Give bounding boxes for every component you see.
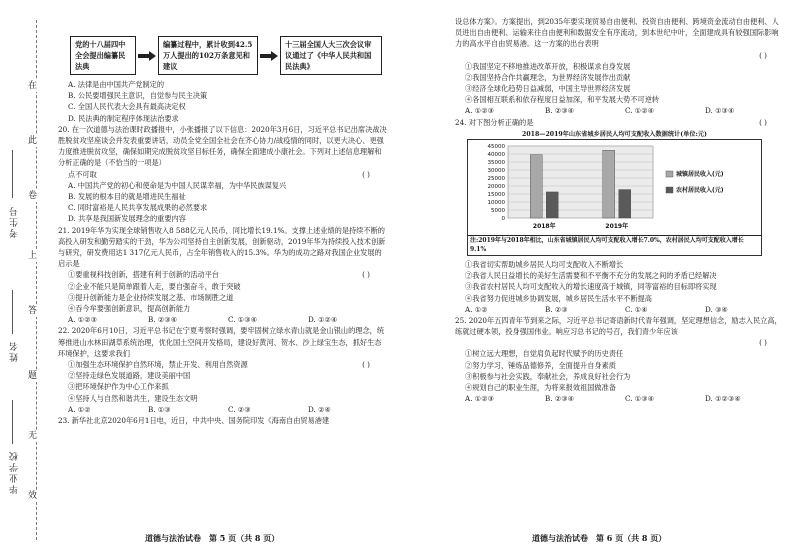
q22-option-a[interactable]: A. ①② [68,404,91,414]
q25-stem: 25. 2020年五四青年节到来之际，习近平总书记寄语新时代青年强调，坚定理想信念，励志入民立高，练就过硬本领，投身强国伟业。响应习总书记的号召，我们青少年应该 [455,316,782,337]
q20-stem-end: 点不可取 [68,169,97,179]
right-column [455,16,785,404]
income-bar-chart [468,140,761,232]
school-label: 毕业学校 [10,450,20,494]
q22-stem: 22. 2020年6月10日，习近平总书记在宁夏考察时强调，要牢固树立绿水青山就是金山银山的理念，统筹推进山水林田湖草系统治理，优化国土空间开发格局，建设好黄河、贺水、沙上绿宝生态，抓好生态环境保护，这要求我们 [58,326,385,358]
q24-options [455,304,785,315]
chart-title: 2018—2019年山东省城乡居民人均可支配收入数据统计(单位:元) [522,130,707,138]
q21-option-a[interactable]: A. ①②③ [68,315,98,325]
q24-option-d[interactable]: D. ③④ [705,304,728,314]
q20-option-a[interactable]: A. 中国共产党的初心和使命是为中国人民谋幸福，为中华民族谋复兴 [68,180,287,190]
margin-char: 效 [28,491,38,501]
candidate-number-label: 考生号 [10,205,20,238]
flow-arrow-icon [136,49,158,63]
q25-option-a[interactable]: A. ①②③ [465,394,495,404]
q21-item-3: ③提升创新能力是企业持续发展之基、市场制胜之道 [68,292,234,302]
q21-item-4: ④吞今牟要强创新意识，提高创新能力 [68,304,191,314]
q25-item-1: ①树立远大理想，自觉肩负起时代赋予的历史责任 [465,349,624,359]
y-tick-label: 35000 [487,159,505,166]
q23-stem-cont: 设总体方案》。方案提出，到2035年要实现贸易自由便利、投资自由便利、跨境资金流动自由便利、人员进出自由便利、运输来往自由便利和数据安全有序流动，到本世纪中叶，全面建成具有较强国际影响力的高水平自由贸易港。这一方案的出台表明 [455,17,779,49]
q24-item-3: ③我省农村居民人均可支配收入的增长速度高于城镇，同等富裕的目标即将实现 [465,282,717,292]
flow-arrow-icon [258,49,280,63]
q21-item-1: ①要重视科技创新，搭建有利于创新的活动平台 [68,270,219,280]
left-page-footer: 道德与法治试卷 第 5 页（共 8 页） [145,533,280,543]
q21-option-c[interactable]: C. ①③④ [228,315,258,325]
q19-option-b[interactable]: B. 公民要增强民主意识，自觉参与民主决策 [68,91,208,101]
margin-char: 卷 [28,191,38,201]
y-tick-label: 30000 [487,167,505,174]
q23-item-1: ①我国坚定不移地推进改革开放，积极谋求自身发展 [465,61,631,71]
name-label: 姓名 [10,340,20,362]
q20-answer-paren[interactable]: ( ) [362,169,370,179]
q25-option-b[interactable]: B. ②③④ [545,394,575,404]
q23-answer-paren[interactable]: ( ) [759,50,767,60]
y-tick-label: 5000 [491,207,505,214]
x-tick-label: 2018年 [532,222,556,230]
q23-stem-start: 23. 新华社北京2020年6月1日电，近日，中共中央、国务院印发《海南自由贸易港建 [58,416,330,426]
q24-option-b[interactable]: B. ②③ [545,304,568,314]
margin-char: 此 [28,136,38,146]
q21-item-2: ②企业不能只是简单跟着人走，要自强奋斗，敢于突破 [68,281,241,291]
income-chart [467,130,762,256]
legend-label: 城镇居民收入(元) [676,170,724,178]
y-tick-label: 45000 [487,143,505,150]
q22-item-1: ①加强生态环境保护自然环境，禁止开发、利用自然资源 [68,360,248,370]
q21-option-d[interactable]: D. ①②④ [308,315,338,325]
q20-option-d[interactable]: D. 共享是我国新发展理念的重要内容 [68,214,186,224]
bar-urban [530,155,542,218]
q25-option-d[interactable]: D. ①②③④ [705,394,741,404]
q24-answer-paren[interactable]: ( ) [759,117,767,127]
bar-urban [603,150,615,218]
x-tick-label: 2019年 [605,222,629,230]
y-tick-label: 15000 [487,191,505,198]
q25-item-2: ②努力学习，锤炼品德修养，全面提升自身素质 [465,360,616,370]
q24-item-4: ④我省努力促进城乡协调发展，城乡居民生活水平不断提高 [465,293,652,303]
flow-box-3: 十三届全国人大三次会议审议通过了《中华人民共和国民法典》 [280,36,382,75]
q22-option-c[interactable]: C. ②③ [228,404,251,414]
margin-char: 上 [28,251,38,261]
q25-answer-paren[interactable]: ( ) [759,338,767,348]
q21-option-b[interactable]: B. ②③④ [148,315,178,325]
q23-option-b[interactable]: B. ②③④ [545,106,575,116]
q21-options [58,314,388,325]
q24-option-c[interactable]: C. ①④ [625,304,648,314]
q22-answer-paren[interactable]: ( ) [362,360,370,370]
q19-option-a[interactable]: A. 法律是由中国共产党制定的 [68,80,165,89]
binding-dashed-line [36,20,37,540]
margin-char: 无 [28,431,38,441]
y-tick-label: 10000 [487,199,505,206]
chart-note: 注:2019年与2018年相比，山东省城镇居民人均可支配收入增长7.0%，农村居民人均可支配收入增长9.1% [468,235,761,255]
q21-stem: 21. 2019年华为实现全球销售收入8 588亿元人民币，同比增长19.1%。支撑上述业绩的是持续不断的高投入研发和勤劳踏实的干劲，华为公司坚持自主创新发展，创新驱动，2019年华为持续投入技术创新与研究，研发费用达1 317亿元人民币，占全年销售收入的15.3%。华为的成功之路对我国企业发展的启示是 [58,225,386,269]
school-line [12,400,13,444]
q20-option-c[interactable]: C. 同时富裕是人民共享发展成果的必然要求 [68,203,208,213]
margin-char: 题 [28,371,38,381]
q23-item-3: ③经济全球化趋势日益减弱，中国主导世界经济发展 [465,84,631,94]
bar-rural [546,192,558,218]
q24-option-a[interactable]: A. ①② [465,304,488,314]
q22-item-4: ④坚持人与自然和谐共生，建设生态文明 [68,393,198,403]
y-tick-label: 0 [501,215,505,222]
legislation-flowchart [70,36,388,75]
flow-box-1: 党的十八届四中全会提出编纂民法典 [70,36,136,75]
flow-box-2: 编纂过程中，累计收到42.5万人提出的102万条意见和建议 [158,36,258,75]
q22-options [58,404,388,415]
legend-swatch [666,187,673,193]
margin-char: 在 [28,81,38,91]
q25-item-3: ③积极参与社会实践，奉献社会，养成良好社会行为 [465,371,631,381]
q24-item-1: ①我省切实帮助城乡居民人均可支配收入不断增长 [465,260,624,270]
q23-option-a[interactable]: A. ①②③ [465,106,495,116]
margin-char: 答 [28,306,38,316]
left-column [58,34,388,426]
y-tick-label: 25000 [487,175,505,182]
legend-label: 农村居民收入(元) [676,186,724,194]
right-page [397,0,794,560]
chart-frame [467,139,762,256]
y-tick-label: 40000 [487,151,505,158]
q19-option-d[interactable]: D. 民法典的制定程序体现法治要求 [68,113,179,123]
legend-swatch [666,171,673,177]
q22-item-3: ③把环境保护作为中心工作来抓 [68,382,169,392]
q21-answer-paren[interactable]: ( ) [362,270,370,280]
q22-option-d[interactable]: D. ②④ [308,404,331,414]
q20-option-b[interactable]: B. 发展的根本目的就是增进民生福祉 [68,192,186,202]
q23-option-d[interactable]: D. ①③④ [705,106,735,116]
q19-option-c[interactable]: C. 全国人民代表大会具有最高决定权 [68,102,186,112]
q22-item-2: ②坚持走绿色发展道路，建设美丽中国 [68,371,191,381]
name-line [12,290,13,334]
q23-item-4: ④各国相互联系和依存程度日益加深，和平发展大势不可逆转 [465,95,660,105]
q25-item-4: ④规划自己的职业生涯，为将来报效祖国做准备 [465,383,616,393]
q23-option-c[interactable]: C. ①②④ [625,106,655,116]
q24-item-2: ②我省人民日益增长的美好生活需要和不平衡不充分的发展之间的矛盾已经解决 [465,271,717,281]
binding-margin [0,0,52,560]
bar-rural [619,189,631,217]
q22-option-b[interactable]: B. ①③ [148,404,171,414]
right-page-footer: 道德与法治试卷 第 6 页（共 8 页） [532,533,667,543]
q24-stem: 24. 对下图分析正确的是 [455,117,534,127]
chart-plot-area [508,146,653,218]
q25-option-c[interactable]: C. ①③④ [625,394,655,404]
q23-options [455,105,785,116]
y-tick-label: 20000 [487,183,505,190]
q25-options [455,393,785,404]
q20-stem: 20. 在一次道德与法治课时政播报中，小张播报了以下信息：2020年3月6日，习近平总书记出席决战决胜脱贫攻坚座谈会并发表重要讲话，动员全党全国全社会在齐心协力/战疫情的同时，以更大决心、更强力度推进脱贫攻坚，确保如期完成脱贫攻坚目标任务，确保全面建成小康社会。下列对上述信息理解和分析正确的是（不恰当的一项是） [58,124,387,168]
q23-item-2: ②我国坚持合作共赢理念，为世界经济发展作出贡献 [465,72,631,82]
candidate-number-line [12,150,13,198]
